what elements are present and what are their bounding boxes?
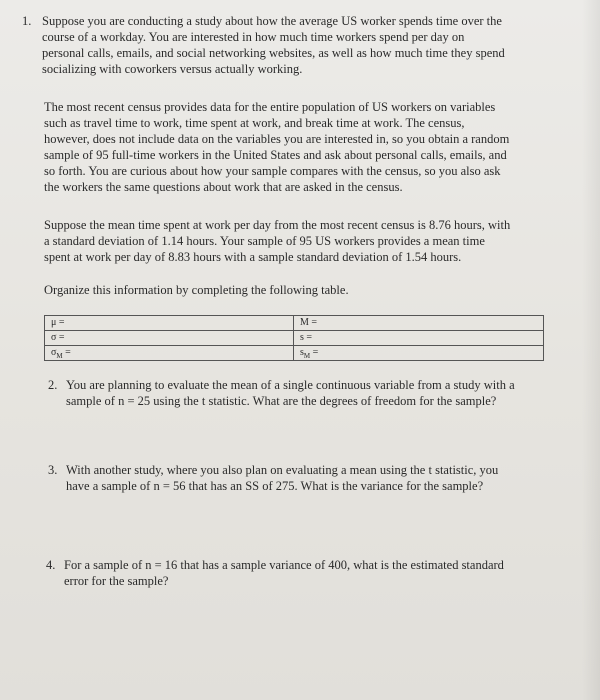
sigma-m-label xyxy=(51,346,71,363)
q1-para1-line-2: course of a workday. You are interested in how much time workers spend per day on xyxy=(42,30,465,44)
question-4-number: 4. xyxy=(46,558,56,572)
sample-mean-label: M = xyxy=(300,317,318,328)
q1-para2-line-2: such as travel time to work, time spent at work, and break time at work. The census, xyxy=(44,116,465,130)
q1-para2-line-6: the workers the same questions about work that are asked in the census. xyxy=(44,180,403,194)
q1-para2-line-3: however, does not include data on the variables you are interested in, so you obtain a random xyxy=(44,132,510,146)
q1-para1-line-1: Suppose you are conducting a study about how the average US worker spends time over the xyxy=(42,14,502,28)
q1-para1-line-3: personal calls, emails, and social networking websites, as well as how much time they spend xyxy=(42,46,505,60)
q4-line-1: For a sample of n = 16 that has a sample variance of 400, what is the estimated standard xyxy=(64,558,504,572)
q2-line-1: You are planning to evaluate the mean of a single continuous variable from a study with a xyxy=(66,378,515,392)
q3-line-1: With another study, where you also plan on evaluating a mean using the t statistic, you xyxy=(66,463,499,477)
table-row xyxy=(45,316,543,331)
sigma-m-equals: = xyxy=(62,347,71,358)
q2-line-2: sample of n = 25 using the t statistic. What are the degrees of freedom for the sample? xyxy=(66,394,497,408)
q1-para3-line-2: a standard deviation of 1.14 hours. Your sample of 95 US workers provides a mean time xyxy=(44,234,485,248)
s-m-equals: = xyxy=(310,347,319,358)
q1-para3-line-1: Suppose the mean time spent at work per day from the most recent census is 8.76 hours, with xyxy=(44,218,511,232)
q1-table-instruction: Organize this information by completing the following table. xyxy=(44,283,349,297)
question-2-number: 2. xyxy=(48,378,58,392)
q1-para2-line-1: The most recent census provides data for the entire population of US workers on variables xyxy=(44,100,496,114)
q1-para1-line-4: socializing with coworkers versus actually working. xyxy=(42,62,303,76)
sample-sd-label: s = xyxy=(300,332,313,343)
q1-para2-line-4: sample of 95 full-time workers in the United States and ask about personal calls, emails, and xyxy=(44,148,507,162)
table-row xyxy=(45,346,543,361)
q4-line-2: error for the sample? xyxy=(64,574,169,588)
sigma-label: σ = xyxy=(51,332,65,343)
q1-para3-line-3: spent at work per day of 8.83 hours with a sample standard deviation of 1.54 hours. xyxy=(44,250,462,264)
mu-label: μ = xyxy=(51,317,65,328)
sigma-m-subscript: M xyxy=(56,352,63,360)
page-edge-shadow xyxy=(582,0,600,700)
s-m-label xyxy=(300,346,318,363)
question-3-number: 3. xyxy=(48,463,58,477)
q3-line-2: have a sample of n = 56 that has an SS of 275. What is the variance for the sample? xyxy=(66,479,484,493)
statistics-table xyxy=(44,315,544,361)
s-m-subscript: M xyxy=(303,352,311,360)
s-m-symbol: s xyxy=(300,347,304,358)
question-1-number: 1. xyxy=(22,14,32,28)
q1-para2-line-5: so forth. You are curious about how your sample compares with the census, so you also ask xyxy=(44,164,501,178)
sigma-m-symbol: σ xyxy=(51,347,57,358)
table-row xyxy=(45,331,543,346)
